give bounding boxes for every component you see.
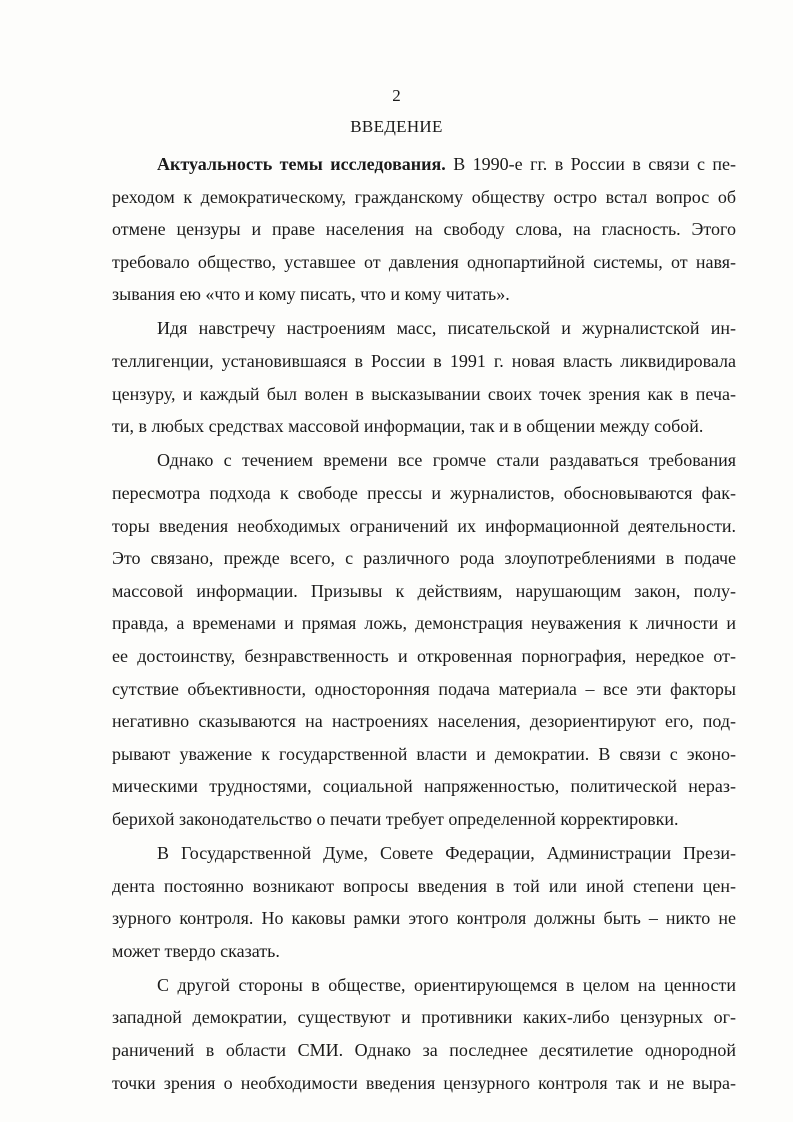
page-number: 2 — [392, 86, 401, 105]
text-line: торы введения необходимых ограничений их информационной деятельности. — [112, 515, 736, 536]
text-line: В Государственной Думе, Совете Федерации, Администрации Прези- — [157, 842, 736, 863]
paragraph — [112, 837, 736, 967]
text-line: Однако с течением времени все громче стали раздаваться требования — [157, 450, 736, 471]
text-line: С другой стороны в обществе, ориентирующемся в целом на ценности — [157, 974, 736, 995]
text-line: западной демократии, существуют и противники каких-либо цензурных ог- — [112, 1007, 736, 1028]
text-line: мическими трудностями, социальной напряженностью, политической нераз- — [112, 776, 736, 797]
text-line: зывания ею «что и кому писать, что и кому читать». — [112, 284, 510, 305]
text-line: дента постоянно возникают вопросы введения в той или иной степени цен- — [112, 875, 736, 896]
text-line: рывают уважение к государственной власти и демократии. В связи с эконо- — [112, 743, 736, 764]
text-line: реходом к демократическому, гражданскому обществу остро встал вопрос об — [112, 186, 736, 207]
text-line: требовало общество, уставшее от давления однопартийной системы, от навя- — [112, 251, 736, 272]
text-line: теллигенции, установившаяся в России в 1991 г. новая власть ликвидировала — [112, 351, 736, 372]
text-line: точки зрения о необходимости введения цензурного контроля так и не выра- — [112, 1072, 736, 1093]
text-line: раничений в области СМИ. Однако за последнее десятилетие однородной — [112, 1040, 736, 1061]
text-line: берихой законодательство о печати требует определенной корректировки. — [112, 808, 679, 829]
text-line: цензуру, и каждый был волен в высказывании своих точек зрения как в печа- — [112, 383, 736, 404]
section-title: ВВЕДЕНИЕ — [350, 117, 443, 136]
paragraph — [112, 312, 736, 442]
relevance-heading: Актуальность темы исследования. — [157, 154, 446, 174]
text-line: может твердо сказать. — [112, 940, 280, 961]
text-line: ее достоинству, безнравственность и откровенная порнография, нередкое от- — [112, 645, 736, 666]
text-line: пересмотра подхода к свободе прессы и журналистов, обосновываются фак- — [112, 482, 736, 503]
text-line: Это связано, прежде всего, с различного рода злоупотреблениями в подаче — [112, 548, 736, 569]
text-line: отмене цензуры и праве населения на свободу слова, на гласность. Этого — [112, 219, 736, 240]
text-line: Актуальность темы исследования. В 1990-е гг. в России в связи с пе- — [157, 154, 737, 174]
text-line: правда, а временами и прямая ложь, демонстрация неуважения к личности и — [112, 613, 736, 634]
text-line: Идя навстречу настроениям масс, писательской и журналистской ин- — [157, 318, 736, 339]
paragraph — [112, 969, 736, 1099]
text-line: ти, в любых средствах массовой информации, так и в общении между собой. — [112, 416, 704, 437]
paragraph — [112, 444, 736, 835]
text-line: зурного контроля. Но каковы рамки этого контроля должны быть – никто не — [112, 908, 736, 929]
paragraph-relevance — [112, 148, 736, 311]
text-line: негативно сказываются на настроениях населения, дезориентируют его, под- — [112, 711, 736, 732]
text-line: сутствие объективности, односторонняя подача материала – все эти факторы — [112, 678, 736, 699]
text-line: массовой информации. Призывы к действиям, нарушающим закон, полу- — [112, 580, 736, 601]
body-text — [112, 148, 736, 1099]
